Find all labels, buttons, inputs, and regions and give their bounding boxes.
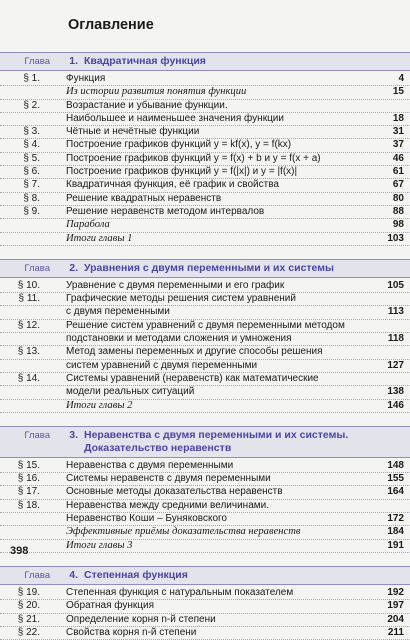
entry-page: 88 — [392, 205, 404, 217]
entry-title: Метод замены переменных и другие способы решения — [66, 346, 323, 358]
chapter-title: Квадратичная функция — [84, 55, 206, 67]
toc-entry[interactable] — [0, 179, 410, 192]
page-number: 398 — [10, 545, 29, 557]
toc-entry[interactable] — [0, 280, 410, 293]
section-number: § 19. — [17, 586, 40, 598]
entry-page: 146 — [387, 399, 404, 411]
chapter-number: 3. — [69, 428, 78, 441]
toc-entry[interactable] — [0, 500, 410, 513]
page-title: Оглавление — [68, 17, 154, 33]
section-number: § 22. — [17, 626, 40, 638]
toc-entry[interactable] — [0, 126, 410, 139]
toc-entry[interactable] — [0, 386, 410, 399]
chapter-label: Глава — [24, 429, 50, 441]
chapter-title: Степенная функция — [84, 568, 188, 581]
entry-title: Парабола — [66, 219, 110, 231]
toc-entry[interactable] — [0, 86, 410, 99]
toc-entry[interactable] — [0, 153, 410, 166]
toc-entry[interactable] — [0, 373, 410, 386]
entry-page: 37 — [392, 139, 404, 151]
chapter-label: Глава — [24, 569, 50, 581]
section-number: § 21. — [17, 613, 40, 625]
entry-page: 172 — [387, 513, 404, 525]
chapter-label: Глава — [24, 262, 50, 274]
chapter-block — [0, 566, 410, 640]
chapter-heading[interactable] — [0, 566, 410, 585]
entry-title: Чётные и нечётные функции — [66, 126, 200, 138]
entry-title: Графические методы решения систем уравнений — [66, 293, 296, 305]
toc-entry[interactable] — [0, 206, 410, 219]
entry-title: Неравенство Коши – Буняковского — [66, 513, 227, 525]
entry-page: 61 — [392, 166, 404, 178]
toc-entry[interactable] — [0, 600, 410, 613]
entry-title: Системы неравенств с двумя переменными — [66, 473, 271, 485]
entry-page: 80 — [392, 192, 404, 204]
toc-entry[interactable] — [0, 139, 410, 152]
entry-page: 105 — [387, 279, 404, 291]
entry-title: Решение квадратных неравенств — [66, 192, 222, 204]
toc-entry[interactable] — [0, 360, 410, 373]
toc-entry[interactable] — [0, 193, 410, 206]
entry-page: 15 — [392, 86, 404, 98]
section-number: § 1. — [23, 73, 40, 84]
entry-title: Системы уравнений (неравенств) как математические — [66, 372, 319, 384]
section-number: § 10. — [17, 279, 40, 291]
toc-entry[interactable] — [0, 540, 410, 553]
entry-title: Итоги главы 3 — [66, 539, 133, 551]
toc-entry[interactable] — [0, 473, 410, 486]
entry-title: Уравнение с двумя переменными и его график — [66, 279, 285, 291]
toc-entry[interactable] — [0, 526, 410, 539]
chapter-title: Уравнения с двумя переменными и их системы — [84, 261, 334, 274]
entry-page: 148 — [387, 459, 404, 471]
toc-entry[interactable] — [0, 320, 410, 333]
entry-title: Решение неравенств методом интервалов — [66, 205, 265, 217]
toc-entry[interactable] — [0, 460, 410, 473]
chapter-number: 4. — [69, 568, 78, 581]
entry-page: 197 — [387, 600, 404, 612]
entry-page: 155 — [387, 473, 404, 485]
section-number: § 17. — [17, 486, 40, 498]
chapter-number: 2. — [69, 261, 78, 274]
entry-page: 127 — [387, 359, 404, 371]
section-number: § 20. — [17, 600, 40, 612]
section-number: § 16. — [17, 473, 40, 485]
chapter-block — [0, 426, 410, 553]
entry-page: 4 — [398, 73, 404, 84]
toc-entry[interactable] — [0, 219, 410, 232]
entry-title: Решение систем уравнений с двумя переменными методом — [66, 319, 345, 331]
entry-title: Определение корня n-й степени — [66, 613, 216, 625]
entry-title: Основные методы доказательства неравенств — [66, 486, 283, 498]
entry-page: 164 — [387, 486, 404, 498]
entry-title: Неравенства с двумя переменными — [66, 459, 234, 471]
section-number: § 3. — [23, 126, 40, 138]
entry-title: Возрастание и убывание функции. — [66, 99, 228, 111]
section-number: § 18. — [17, 499, 40, 511]
toc-entry[interactable] — [0, 113, 410, 126]
entry-title: Свойства корня n-й степени — [66, 626, 197, 638]
entry-page: 204 — [387, 613, 404, 625]
entry-title: Построение графиков функций y = kf(x), y = f(kx) — [66, 139, 292, 151]
entry-title: Построение графиков функций y = f(x) + b и y = f(x + a) — [66, 152, 321, 164]
entry-title: Степенная функция с натуральным показателем — [66, 586, 294, 598]
toc-entry[interactable] — [0, 333, 410, 346]
entry-page: 98 — [392, 219, 404, 231]
section-number: § 6. — [23, 166, 40, 178]
chapter-heading[interactable] — [0, 259, 410, 278]
section-number: § 12. — [17, 319, 40, 331]
entry-title: с двумя переменными — [66, 306, 170, 318]
entry-title: Построение графиков функций y = f(|x|) и y = |f(x)| — [66, 166, 298, 178]
toc-entry[interactable] — [0, 627, 410, 640]
entry-page: 67 — [392, 179, 404, 191]
entry-title: модели реальных ситуаций — [66, 386, 195, 398]
chapter-heading[interactable] — [0, 52, 410, 71]
section-number: § 5. — [23, 152, 40, 164]
entry-title: Обратная функция — [66, 600, 155, 612]
toc-entry[interactable] — [0, 293, 410, 306]
toc-entry[interactable] — [0, 614, 410, 627]
toc-entry[interactable] — [0, 233, 410, 246]
entry-page: 46 — [392, 152, 404, 164]
section-number: § 4. — [23, 139, 40, 151]
section-number: § 11. — [18, 293, 40, 305]
toc-entry[interactable] — [0, 166, 410, 179]
table-of-contents — [0, 52, 410, 640]
chapter-block — [0, 52, 410, 246]
chapter-number: 1. — [69, 55, 78, 67]
entry-page: 103 — [387, 232, 404, 244]
entry-title: Итоги главы 1 — [66, 232, 133, 244]
entry-page: 138 — [387, 386, 404, 398]
section-number: § 8. — [23, 192, 40, 204]
toc-entry[interactable] — [0, 346, 410, 359]
entry-title: систем уравнений с двумя переменными — [66, 359, 258, 371]
toc-entry[interactable] — [0, 100, 410, 113]
chapter-title: Неравенства с двумя переменными и их системы. Доказательство неравенств — [84, 428, 349, 454]
toc-entry[interactable] — [0, 306, 410, 319]
chapter-block — [0, 259, 410, 413]
section-number: § 14. — [17, 372, 40, 384]
entry-title: Итоги главы 2 — [66, 399, 133, 411]
entry-page: 211 — [387, 626, 404, 638]
entry-page: 192 — [387, 586, 404, 598]
section-number: § 15. — [17, 459, 40, 471]
entry-page: 184 — [387, 526, 404, 538]
entry-page: 191 — [387, 539, 404, 551]
entry-page: 18 — [392, 112, 404, 124]
entry-title: Из истории развития понятия функции — [66, 86, 247, 98]
toc-entry[interactable] — [0, 486, 410, 499]
entry-title: Функция — [66, 73, 106, 84]
entry-title: Эффективные приёмы доказательства неравенств — [66, 526, 301, 538]
chapter-label: Глава — [24, 56, 50, 67]
toc-entry[interactable] — [0, 587, 410, 600]
entry-title: Квадратичная функция, её график и свойства — [66, 179, 279, 191]
entry-page: 31 — [392, 126, 404, 138]
entry-title: Неравенства между средними величинами. — [66, 499, 269, 511]
section-number: § 7. — [23, 179, 40, 191]
toc-entry[interactable] — [0, 73, 410, 86]
entry-title: Наибольшее и наименьшее значения функции — [66, 112, 284, 124]
toc-entry[interactable] — [0, 513, 410, 526]
chapter-heading[interactable] — [0, 426, 410, 458]
section-number: § 2. — [23, 99, 40, 111]
section-number: § 9. — [23, 205, 40, 217]
entry-page: 118 — [387, 333, 404, 345]
toc-entry[interactable] — [0, 400, 410, 413]
entry-page: 113 — [387, 306, 404, 318]
entry-title: подстановки и методами сложения и умножения — [66, 333, 292, 345]
section-number: § 13. — [17, 346, 40, 358]
